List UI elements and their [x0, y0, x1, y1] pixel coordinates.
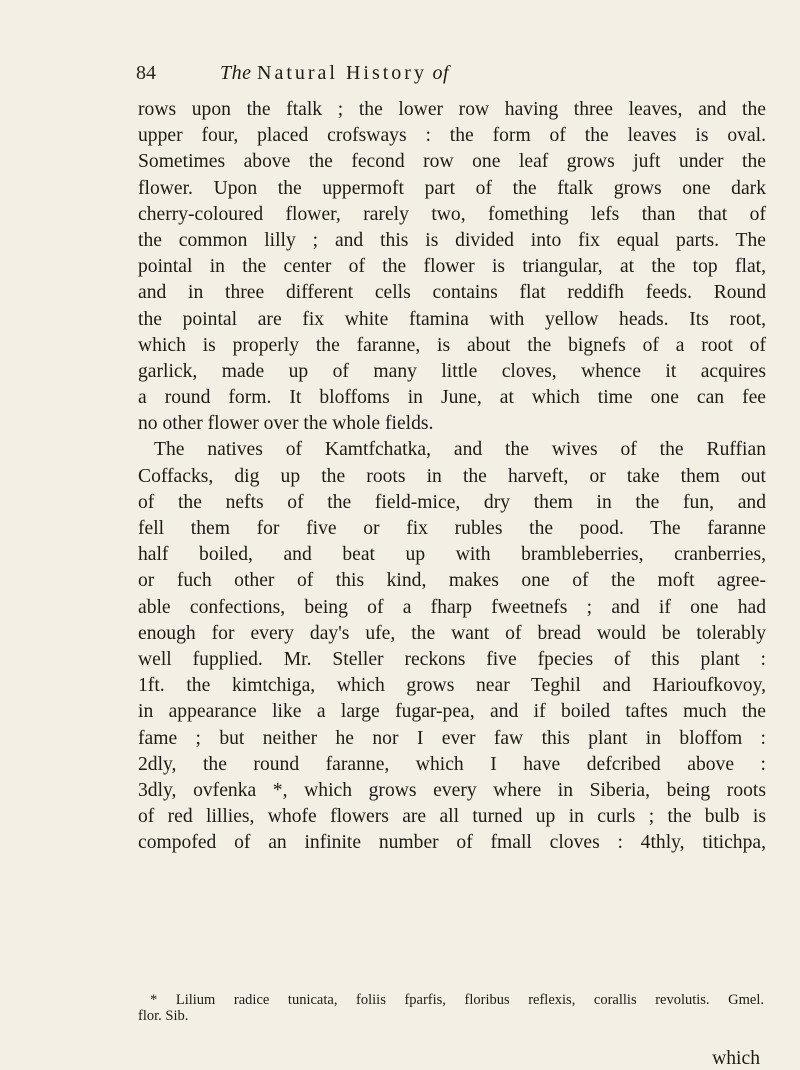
running-head	[136, 62, 766, 86]
text-line: flower. Upon the uppermoft part of the ftalk grows one dark	[138, 177, 766, 199]
text-line: or fuch other of this kind, makes one of the moft agree-	[138, 570, 766, 592]
text-line: cherry-coloured flower, rarely two, fomething lefs than that of	[138, 203, 766, 225]
text-line: Sometimes above the fecond row one leaf grows juft under the	[138, 151, 766, 173]
text-line: 2dly, the round faranne, which I have defcribed above :	[138, 753, 766, 775]
catchword: which	[712, 1048, 760, 1069]
text-line: no other flower over the whole fields.	[138, 413, 434, 435]
text-line: the common lilly ; and this is divided into fix equal parts. The	[138, 229, 766, 251]
title-the: The	[220, 62, 252, 84]
title-main: Natural History	[257, 62, 427, 84]
text-line: Coffacks, dig up the roots in the harveft, or take them out	[138, 465, 766, 487]
text-line: well fupplied. Mr. Steller reckons five fpecies of this plant :	[138, 648, 766, 670]
text-line: able confections, being of a fharp fweetnefs ; and if one had	[138, 596, 766, 618]
text-line: a round form. It bloffoms in June, at which time one can fee	[138, 387, 766, 409]
text-line: rows upon the ftalk ; the lower row having three leaves, and the	[138, 99, 766, 120]
footnote-line: flor. Sib.	[138, 1008, 189, 1024]
text-line: upper four, placed crofsways : the form of the leaves is oval.	[138, 125, 766, 147]
footnote	[138, 992, 764, 1024]
text-line: pointal in the center of the flower is triangular, at the top flat,	[138, 256, 766, 278]
text-line: in appearance like a large fugar-pea, and if boiled taftes much the	[138, 701, 766, 723]
text-line: 1ft. the kimtchiga, which grows near Teghil and Harioufkovoy,	[138, 675, 766, 697]
text-line: 3dly, ovfenka *, which grows every where in Siberia, being roots	[138, 779, 766, 801]
body-text	[138, 97, 766, 856]
text-line: fame ; but neither he nor I ever faw this plant in bloffom :	[138, 727, 766, 749]
text-line: compofed of an infinite number of fmall cloves : 4thly, titichpa,	[138, 832, 766, 854]
footnote-line: * Lilium radice tunicata, foliis fparfis, floribus reflexis, corallis revolutis. Gmel.	[150, 992, 764, 1008]
text-line: The natives of Kamtfchatka, and the wives of the Ruffian	[154, 439, 766, 461]
text-line: of red lillies, whofe flowers are all turned up in curls ; the bulb is	[138, 806, 766, 828]
text-line: enough for every day's ufe, the want of bread would be tolerably	[138, 622, 766, 644]
text-line: fell them for five or fix rubles the pood. The faranne	[138, 518, 766, 539]
text-line: which is properly the faranne, is about the bignefs of a root of	[138, 334, 766, 356]
running-title	[220, 62, 449, 85]
text-line: half boiled, and beat up with brambleberries, cranberries,	[138, 544, 766, 566]
text-line: garlick, made up of many little cloves, whence it acquires	[138, 360, 766, 382]
text-line: and in three different cells contains flat reddifh feeds. Round	[138, 282, 766, 304]
text-line: of the nefts of the field-mice, dry them in the fun, and	[138, 491, 766, 513]
title-of: of	[432, 62, 450, 84]
page-number: 84	[136, 62, 156, 84]
text-line: the pointal are fix white ftamina with yellow heads. Its root,	[138, 308, 766, 330]
